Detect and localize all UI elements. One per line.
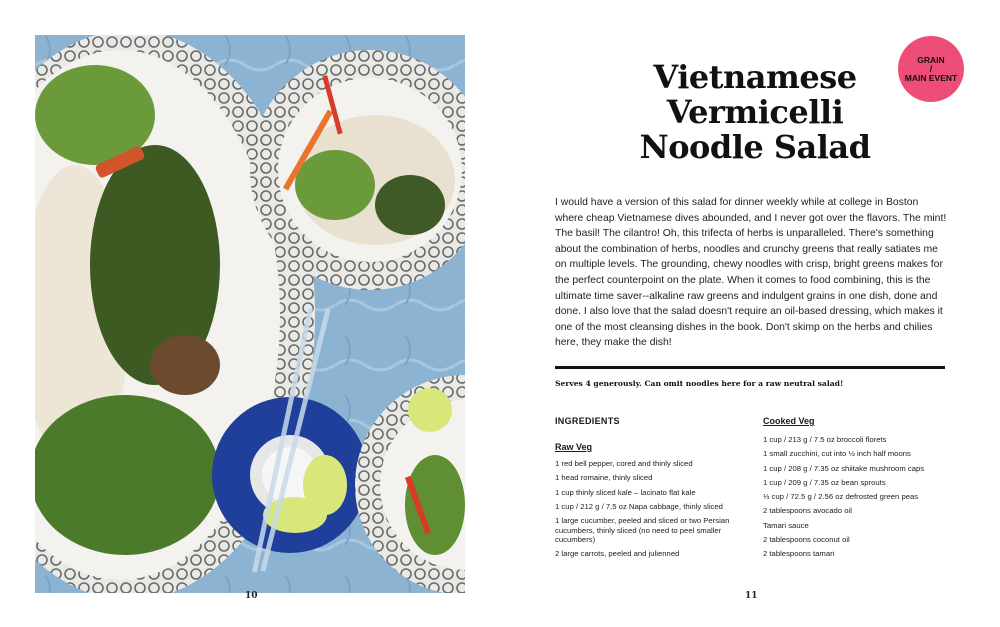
- badge-line-2: MAIN EVENT: [904, 73, 958, 83]
- ingredient-item: 1 cup / 212 g / 7.5 oz Napa cabbage, thinly sliced: [555, 501, 723, 511]
- section-divider: [555, 366, 945, 369]
- ingredients-heading: INGREDIENTS: [555, 416, 620, 426]
- ingredient-item: 2 tablespoons coconut oil: [763, 535, 850, 545]
- ingredients-column-left: [555, 416, 745, 564]
- ingredient-item: 1 small zucchini, cut into ½ inch half moons: [763, 449, 911, 459]
- title-line-2: Vermicelli: [666, 93, 844, 131]
- ingredient-item: 1 red bell pepper, cored and thinly sliced: [555, 459, 693, 468]
- ingredient-item: 2 tablespoons avocado oil: [763, 506, 852, 516]
- page-number-right: 11: [745, 591, 758, 601]
- recipe-intro: I would have a version of this salad for dinner weekly while at college in Boston where cheap Vietnamese dives abounded, and I never got over the flavors. The mint! The basil! The cilantro! Oh, this trifecta of herbs is unparalleled. There's something about the combination of herbs, noodles and crunchy greens that really satiates me on multiple levels. The grounding, chewy noodles with crisp, bright greens makes for the perfect counterpoint on the plate. When it comes to food combining, this is the ultimate time saver--alkaline raw greens and indulgent grains in one dish, done and done. I also love that the salad doesn't require an oil-based dressing, which makes it one of the most cleansing dishes in the book. Don't skimp on the herbs and chilies here, they make the dish!: [555, 197, 947, 349]
- title-line-3: Noodle Salad: [639, 128, 871, 166]
- ingredient-item: 1 head romaine, thinly sliced: [555, 473, 653, 483]
- page-number-left: 10: [245, 591, 258, 601]
- ingredient-item: 2 tablespoons tamari: [763, 549, 835, 559]
- title-line-1: Vietnamese: [653, 58, 857, 96]
- ingredient-item: 2 large carrots, peeled and julienned: [555, 549, 680, 559]
- raw-veg-heading: Raw Veg: [555, 442, 593, 452]
- ingredients-column-right: [763, 416, 953, 564]
- ingredient-item: ⅓ cup / 72.5 g / 2.56 oz defrosted green peas: [763, 492, 919, 502]
- serves-note: Serves 4 generously. Can omit noodles here for a raw neutral salad!: [555, 379, 844, 388]
- ingredient-item: 1 large cucumber, peeled and sliced or two Persian cucumbers, thinly sliced (no need to peel smaller cucumbers): [555, 516, 730, 545]
- badge-line-1: GRAIN: [917, 55, 945, 65]
- ingredient-item: 1 cup / 213 g / 7.5 oz broccoli florets: [763, 435, 887, 444]
- food-photo: [35, 35, 465, 593]
- cooked-veg-heading: Cooked Veg: [763, 416, 815, 426]
- recipe-title: [600, 60, 910, 165]
- ingredient-item: 1 cup thinly sliced kale – lacinato flat kale: [555, 487, 696, 497]
- ingredient-item: 1 cup / 209 g / 7.35 oz bean sprouts: [763, 477, 886, 487]
- food-photo-illustration: [35, 35, 465, 593]
- ingredient-item: 1 cup / 208 g / 7.35 oz shiitake mushroom caps: [763, 463, 925, 473]
- badge-slash: /: [929, 64, 933, 74]
- ingredient-item: Tamari sauce: [763, 520, 809, 530]
